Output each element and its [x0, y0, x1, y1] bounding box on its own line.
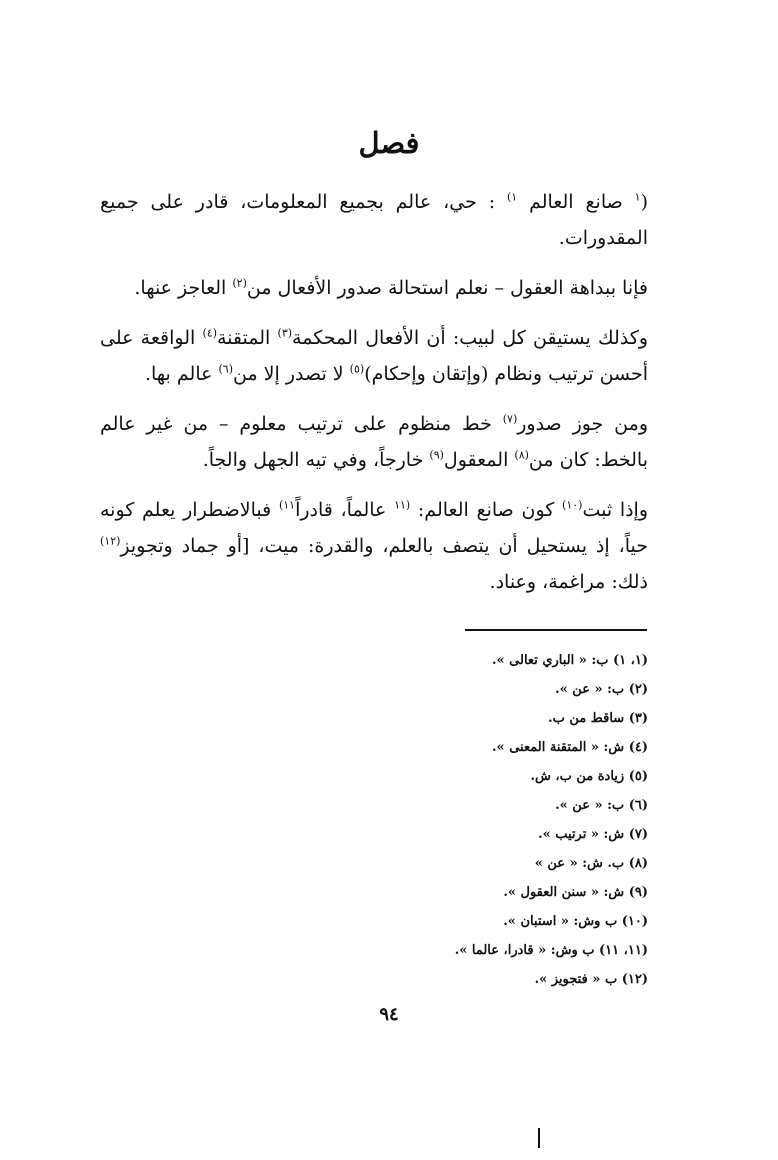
footnote-marker: (١٠)	[562, 498, 583, 512]
text-segment: عالماً، قادراً	[295, 499, 395, 521]
footnote-marker: (٥)	[349, 362, 365, 376]
text-segment: (	[640, 191, 648, 213]
margin-mark	[538, 1128, 540, 1148]
body-text	[100, 184, 648, 614]
text-segment: عالم بها.	[144, 363, 219, 385]
footnote-marker: (٩)	[429, 448, 444, 462]
text-segment: المعقول	[443, 449, 515, 471]
footnote-marker: (٨)	[514, 448, 529, 462]
footnote: (٤) ش: « المتقنة المعنى ».	[492, 740, 648, 755]
text-segment: فبالاضطرار يعلم كونه حياً، إذ يستحيل أن يتصف بالعلم، والقدرة: ميت، [أو جماد وتجويز	[100, 499, 648, 557]
footnotes-list	[228, 646, 648, 994]
footnote: (٣) ساقط من ب.	[548, 711, 648, 726]
text-segment: الواقعة على أحسن ترتيب ونظام (وإتقان وإحكام)	[100, 327, 648, 385]
footnote: (١١، ١١) ب وش: « قادرا، عالما ».	[454, 943, 648, 958]
footnote: (٥) زيادة من ب، ش.	[530, 769, 648, 784]
footnote-marker: (٢)	[232, 276, 247, 290]
footnote-marker: (٦)	[218, 362, 233, 376]
text-segment: لا تصدر إلا من	[233, 363, 350, 385]
text-segment: المتقنة	[217, 327, 278, 349]
paragraph	[100, 270, 648, 306]
paragraph	[100, 406, 648, 478]
paragraph	[100, 320, 648, 392]
footnote-marker: (١١	[394, 498, 411, 512]
footnote-marker: ١١)	[278, 498, 296, 512]
page-number: ٩٤	[379, 1004, 399, 1025]
footnote: (١٢) ب « فتجويز ».	[534, 972, 648, 987]
text-segment: العاجز عنها.	[134, 277, 233, 299]
text-segment: وكذلك يستيقن كل لبيب: أن الأفعال المحكمة	[292, 327, 648, 349]
footnote-marker: (٤)	[202, 326, 217, 340]
footnote: (٨) ب. ش: « عن »	[534, 856, 648, 871]
footnote: (١٠) ب وش: « استبان ».	[503, 914, 648, 929]
text-segment: ذلك: مراغمة، وعناد.	[489, 571, 648, 593]
footnote-marker: (١٢)	[100, 534, 121, 548]
footnote: (٢) ب: « عن ».	[555, 682, 648, 697]
footnote-marker: ١	[634, 190, 641, 204]
text-segment: خط منظوم على ترتيب معلوم – من غير عالم بالخط: كان من	[100, 413, 648, 471]
section-heading: فصل	[358, 126, 420, 160]
text-segment: خارجاً، وفي تيه الجهل والجاً.	[202, 449, 430, 471]
text-segment: ومن جوز صدور	[517, 413, 648, 435]
footnote-separator	[465, 629, 647, 631]
footnote: (٧) ش: « ترتيب ».	[538, 827, 648, 842]
footnote-marker: (٧)	[502, 412, 518, 426]
footnote: (٦) ب: « عن ».	[555, 798, 648, 813]
text-segment: : حي، عالم بجميع المعلومات، قادر على جميع المقدورات.	[100, 191, 648, 249]
footnote-marker: (٣)	[277, 326, 293, 340]
footnote: (١، ١) ب: « الباري تعالى ».	[491, 653, 648, 668]
text-segment: صانع العالم	[517, 191, 635, 213]
text-segment: فإنا ببداهة العقول – نعلم استحالة صدور الأفعال من	[246, 277, 648, 299]
text-segment: كون صانع العالم:	[410, 499, 563, 521]
footnote-marker: ١)	[507, 190, 518, 204]
footnote: (٩) ش: « سنن العقول ».	[503, 885, 648, 900]
text-segment: وإذا ثبت	[582, 499, 649, 521]
paragraph	[100, 492, 648, 600]
paragraph	[100, 184, 648, 256]
